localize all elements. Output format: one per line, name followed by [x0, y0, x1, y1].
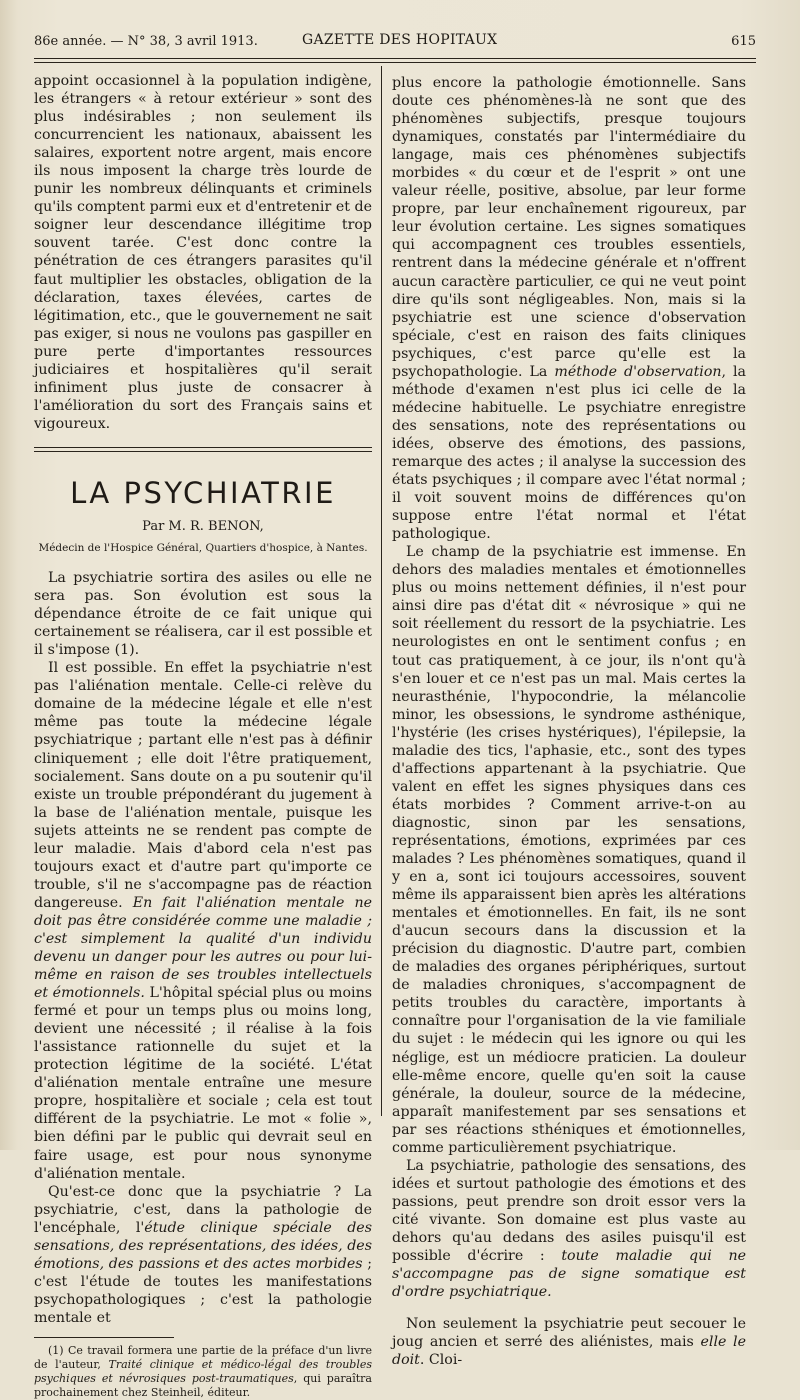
text-run: ; c'est l'étude de toutes les manifestations psychopathologiques ; c'est la pathologie mentale et: [34, 1255, 373, 1326]
text-run: Il est possible. En effet la psychiatrie n'est pas l'aliénation mentale. Celle-ci relève du domaine de la médecine légale et elle n'est même pas toute la médecine légale psychiatrique ; partant elle n'est pas à définir cliniquement ; elle doit l'être pratiquement, socialement. Sans doute on a pu soutenir qu'il existe un trouble prépondérant du jugement à la base de l'aliénation mentale, puisque les sujets atteints ne se rendent pas compte de leur maladie. Mais d'abord cela n'est pas toujours exact et d'autre part qu'importe ce trouble, s'il ne s'accompagne pas de réaction dangereuse.: [34, 660, 372, 911]
right-column: [392, 74, 746, 1369]
left-column: [34, 72, 372, 1400]
italic-run: étude clinique spéciale des sensations, des représentations, des idées, des émotions, des passions et des actes morbides: [34, 1219, 372, 1272]
italic-run: En fait l'aliénation mentale ne doit pas être considérée comme une maladie ; c'est simplement la qualité d'un individu devenu un danger pour les autres ou pour lui-même en raison de ses troubles intellectuels et émotionnels.: [34, 894, 373, 1002]
text-run: , qui paraîtra prochainement chez Steinheil, éditeur.: [34, 1372, 372, 1399]
text-run: Non seulement la psychiatrie peut secouer le joug ancien et serré des aliénistes, mais: [392, 1316, 746, 1351]
text-run: . Cloi-: [419, 1352, 463, 1369]
column-divider: [381, 66, 382, 1116]
paragraph: [34, 659, 372, 1182]
italic-run: toute maladie qui ne s'accompagne pas de signe somatique est d'ordre psychiatrique.: [392, 1248, 746, 1301]
text-run: , la méthode d'examen n'est plus ici celle de la médecine habituelle. Le psychiatre enregistre des sensations, note des représentations ou idées, observe des émotions, des passions, remarque des actes ; il analyse la succession des états psychiques ; il compare avec l'état normal ; il voit souvent moins de différences qu'on suppose entre l'état normal et l'état pathologique.: [392, 363, 746, 543]
paragraph: [392, 1157, 746, 1301]
section-divider: [34, 447, 372, 452]
italic-run: méthode d'observation: [554, 363, 722, 380]
header-rule-thin: [34, 62, 756, 63]
italic-run: elle le doit: [392, 1334, 746, 1369]
footnote: [34, 1344, 372, 1400]
paragraph: Le champ de la psychiatrie est immense. En dehors des maladies mentales et émotionnelles plus ou moins nettement définies, il n'est pour ainsi dire pas d'état dit « névrosique » qui ne soit réellement du ressort de la psychiatrie. Les neurologistes en ont le sentiment confus ; en tout cas pratiquement, à ce jour, ils n'ont qu'à s'en louer et ce n'est pas un mal. Mais certes la neurasthénie, l'hypocondrie, la mélancolie minor, les obsessions, le syndrome asthénique, l'hystérie (les crises hystériques), l'épilepsie, la maladie des tics, l'aphasie, etc., sont des types d'affections appartenant à la psychiatrie. Que valent en effet les signes physiques dans ces états morbides ? Comment arrive-t-on au diagnostic, sinon par les sensations, représentations, émotions, exprimées par ces malades ? Les phénomènes somatiques, quand il y en a, sont ici toujours accessoires, souvent même ils apparaissent bien après les altérations mentales et émotionnelles. En fait, ils ne sont d'aucun secours dans la discussion et la précision du diagnostic. D'autre part, combien de maladies des organes périphériques, surtout de maladies chroniques, s'accompagnent de petits troubles du caractère, importants à connaître pour l'organisation de la vie familiale du sujet : le médecin qui les ignore ou qui les néglige, est un médiocre praticien. La douleur elle-même encore, quelle qu'en soit la cause générale, la douleur, source de la médecine, apparaît manifestement par ses sensations et par ses réactions sthéniques et émotionnelles, comme particulièrement psychiatrique.: [392, 544, 746, 1156]
running-header: [34, 34, 756, 54]
paragraph: [392, 74, 746, 543]
paragraph-gap: [392, 1301, 746, 1315]
header-rule: [34, 58, 756, 59]
paragraph: La psychiatrie sortira des asiles ou elle ne sera pas. Son évolution est sous la dépendance étroite de ce fait unique qui certainement se réalisera, car il est possible et il s'impose (1).: [34, 570, 372, 659]
italic-run: Traité clinique et médico-légal des troubles psychiques et névrosiques post-traumatiques: [34, 1358, 372, 1385]
author-affiliation: Médecin de l'Hospice Général, Quartiers d'hospice, à Nantes.: [38, 541, 368, 554]
footnote-rule: [34, 1337, 174, 1338]
text-run: (1) Ce travail formera une partie de la préface d'un livre de l'auteur,: [34, 1344, 372, 1371]
byline: Par M. R. BENON,: [142, 518, 264, 534]
text-run: La psychiatrie, pathologie des sensations, des idées et surtout pathologie des émotions et des passions, peut prendre son droit essor vers la cité vivante. Son domaine est plus vaste au dehors qu'au dedans des asiles puisqu'il est possible d'écrire :: [392, 1157, 746, 1265]
paragraph: [392, 1315, 746, 1369]
text-run: L'hôpital spécial plus ou moins fermé et pour un temps plus ou moins long, devient une nécessité ; il réalise à la fois l'assistance rationnelle du sujet et la protection légitime de la société. L'état d'aliénation mentale entraîne une mesure propre, hospitalière et sociale ; cela est tout différent de la psychiatrie. Le mot « folie », bien défini par le public qui devrait seul en faire usage, est pour nous synonyme d'aliénation mentale.: [34, 985, 372, 1182]
page-number: 615: [731, 34, 756, 49]
text-run: Qu'est-ce donc que la psychiatrie ? La psychiatrie, c'est, dans la pathologie de l'encéphale, l': [34, 1183, 372, 1236]
text-run: plus encore la pathologie émotionnelle. Sans doute ces phénomènes-là ne sont que des phénomènes subjectifs, presque toujours dynamiques, constatés par l'intermédiaire du langage, mais ces phénomènes subjectifs morbides « du cœur et de l'esprit » ont une valeur réelle, positive, absolue, par leur forme propre, par leur enchaînement rigoureux, par leur évolution certaine. Les signes somatiques qui accompagnent ces troubles essentiels, rentrent dans la médecine générale et n'offrent aucun caractère particulier, ce qui ne veut point dire qu'ils sont négligeables. Non, mais si la psychiatrie est une science d'observation spéciale, c'est en raison des faits cliniques psychiques, c'est parce qu'elle est la psychopathologie. La: [392, 75, 746, 380]
intro-paragraph: appoint occasionnel à la population indigène, les étrangers « à retour extérieur » sont des plus indésirables ; non seulement ils concurrencient les nationaux, abaissent les salaires, exportent notre argent, mais encore ils nous imposent la charge très lourde de punir les nombreux délinquants et criminels qu'ils comptent parmi eux et d'entretenir et de soigner leur descendance illégitime trop souvent tarée. C'est donc contre la pénétration de ces étrangers parasites qu'il faut multiplier les obstacles, obligation de la déclaration, taxes élevées, cartes de légitimation, etc., que le gouvernement ne sait pas exiger, si nous ne voulons pas gaspiller en pure perte d'importantes ressources judiciaires et hospitalières qu'il serait infiniment plus juste de consacrer à l'amélioration du sort des Français sains et vigoureux.: [34, 73, 372, 432]
issue-info: 86e année. — N° 38, 3 avril 1913.: [34, 34, 258, 49]
article-title: LA PSYCHIATRIE: [70, 475, 336, 510]
paragraph: [34, 1183, 372, 1327]
journal-title: GAZETTE DES HOPITAUX: [302, 32, 498, 48]
